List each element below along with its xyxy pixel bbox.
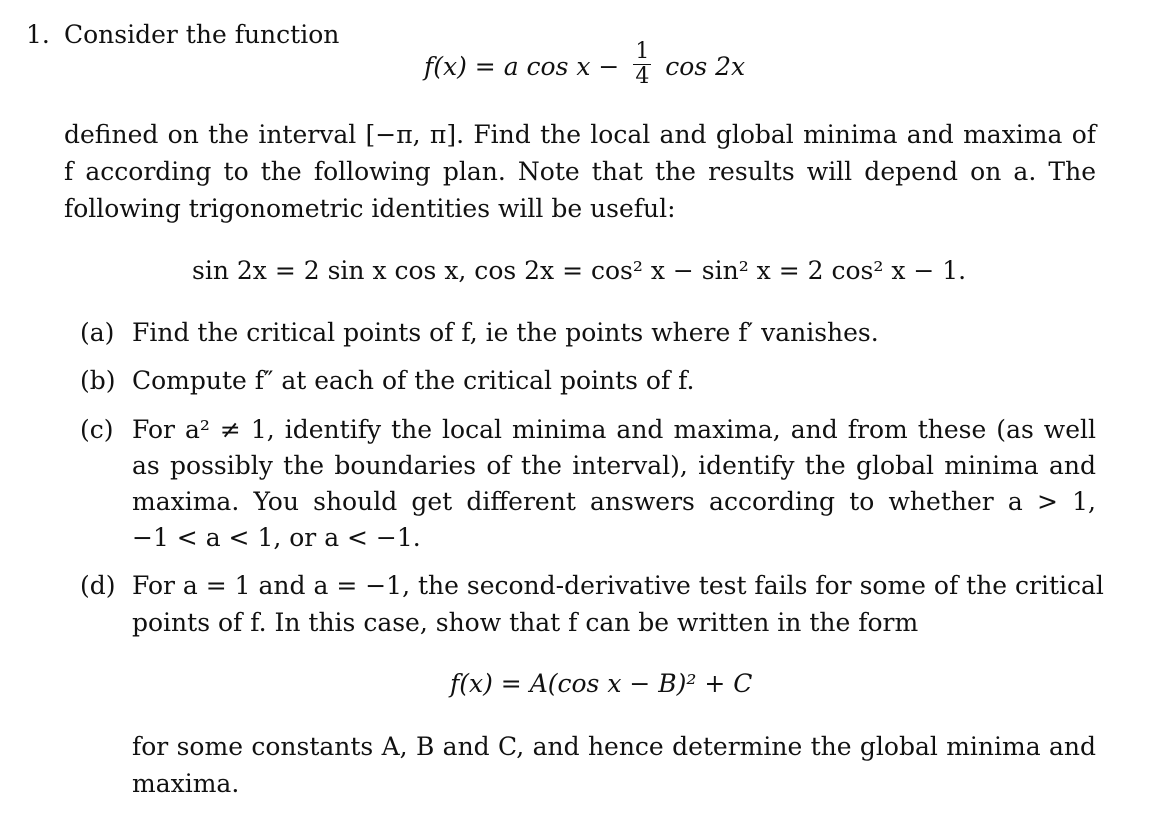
problem-number: 1. [26,20,50,49]
part-d-equation-text: f(x) = A(cos x − B)² + C [450,669,753,698]
part-d-after-line-2: maxima. [132,769,240,798]
function-definition [424,39,746,93]
part-d-line-2: points of f. In this case, show that f can be written in the form [132,608,919,637]
fraction-one-quarter [633,40,651,89]
part-c-line-3: maxima. You should get different answers according to whether a > 1, [132,487,1096,516]
paragraph-line-2: f according to the following plan. Note that the results will depend on a. The [64,157,1096,186]
part-d-line-1: For a = 1 and a = −1, the second-derivative test fails for some of the critical [132,571,1104,600]
part-d-label: (d) [80,571,116,600]
part-a-text: Find the critical points of f, ie the points where f′ vanishes. [132,318,879,347]
part-b-text: Compute f″ at each of the critical points of f. [132,366,695,395]
part-b-label: (b) [80,366,116,395]
function-rhs: cos 2x [665,52,746,82]
part-a-label: (a) [80,318,115,347]
part-c-line-2: as possibly the boundaries of the interval), identify the global minima and [132,451,1096,480]
paragraph-line-3: following trigonometric identities will be useful: [64,194,676,223]
part-c-line-4: −1 < a < 1, or a < −1. [132,523,421,552]
part-c-label: (c) [80,415,114,444]
part-c-line-1: For a² ≠ 1, identify the local minima and maxima, and from these (as well [132,415,1096,444]
problem-intro: Consider the function [64,20,340,49]
function-lhs: f(x) = a cos x − [424,52,620,82]
part-d-after-line-1: for some constants A, B and C, and hence determine the global minima and [132,732,1096,761]
fraction-numerator: 1 [635,39,650,64]
trig-identities: sin 2x = 2 sin x cos x, cos 2x = cos² x − sin² x = 2 cos² x − 1. [192,256,967,285]
fraction-denominator: 4 [635,64,650,90]
part-d-equation [450,671,752,696]
paragraph-line-1: defined on the interval [−π, π]. Find the local and global minima and maxima of [64,120,1096,149]
